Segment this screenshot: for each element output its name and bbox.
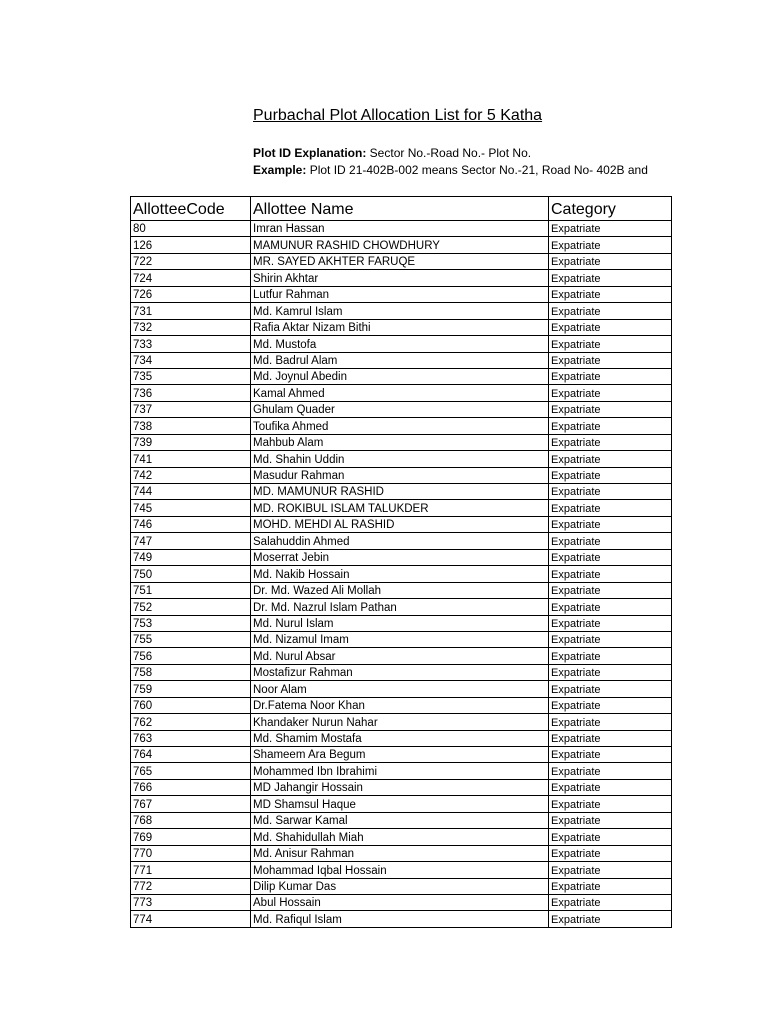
table-row: [131, 664, 672, 680]
cell-allottee-name: Masudur Rahman: [251, 467, 549, 483]
table-row: [131, 862, 672, 878]
cell-allottee-code: 766: [131, 779, 251, 795]
cell-category: Expatriate: [549, 516, 672, 532]
table-body: [131, 221, 672, 928]
example-label: Example:: [253, 163, 307, 177]
table-row: [131, 385, 672, 401]
cell-allottee-code: 745: [131, 500, 251, 516]
cell-allottee-name: MOHD. MEHDI AL RASHID: [251, 516, 549, 532]
cell-allottee-code: 741: [131, 451, 251, 467]
cell-allottee-name: Imran Hassan: [251, 221, 549, 237]
cell-category: Expatriate: [549, 336, 672, 352]
cell-allottee-code: 751: [131, 582, 251, 598]
cell-allottee-code: 749: [131, 549, 251, 565]
cell-allottee-name: Kamal Ahmed: [251, 385, 549, 401]
cell-category: Expatriate: [549, 467, 672, 483]
cell-category: Expatriate: [549, 829, 672, 845]
cell-allottee-name: Shameem Ara Begum: [251, 747, 549, 763]
table-row: [131, 599, 672, 615]
cell-allottee-code: 731: [131, 303, 251, 319]
header-allottee-code: AllotteeCode: [131, 197, 251, 221]
cell-allottee-name: Toufika Ahmed: [251, 418, 549, 434]
cell-allottee-code: 746: [131, 516, 251, 532]
cell-allottee-code: 770: [131, 845, 251, 861]
cell-category: Expatriate: [549, 533, 672, 549]
cell-category: Expatriate: [549, 385, 672, 401]
cell-category: Expatriate: [549, 270, 672, 286]
table-row: [131, 221, 672, 237]
cell-allottee-name: Salahuddin Ahmed: [251, 533, 549, 549]
cell-category: Expatriate: [549, 681, 672, 697]
cell-allottee-name: Noor Alam: [251, 681, 549, 697]
cell-allottee-code: 752: [131, 599, 251, 615]
cell-allottee-name: MD. MAMUNUR RASHID: [251, 484, 549, 500]
cell-category: Expatriate: [549, 582, 672, 598]
table-row: [131, 237, 672, 253]
cell-allottee-code: 758: [131, 664, 251, 680]
cell-allottee-code: 750: [131, 566, 251, 582]
cell-category: Expatriate: [549, 303, 672, 319]
explanation-label: Plot ID Explanation:: [253, 146, 367, 160]
cell-allottee-name: Lutfur Rahman: [251, 286, 549, 302]
cell-category: Expatriate: [549, 911, 672, 927]
cell-allottee-code: 753: [131, 615, 251, 631]
cell-category: Expatriate: [549, 352, 672, 368]
table-row: [131, 730, 672, 746]
cell-category: Expatriate: [549, 648, 672, 664]
table-row: [131, 549, 672, 565]
cell-category: Expatriate: [549, 878, 672, 894]
cell-allottee-code: 739: [131, 434, 251, 450]
cell-allottee-code: 738: [131, 418, 251, 434]
cell-allottee-code: 773: [131, 894, 251, 910]
table-row: [131, 418, 672, 434]
cell-allottee-code: 742: [131, 467, 251, 483]
cell-allottee-code: 765: [131, 763, 251, 779]
cell-category: Expatriate: [549, 401, 672, 417]
cell-category: Expatriate: [549, 779, 672, 795]
table-row: [131, 303, 672, 319]
example-text: Plot ID 21-402B-002 means Sector No.-21, Road No- 402B and: [306, 163, 648, 177]
cell-category: Expatriate: [549, 418, 672, 434]
cell-allottee-code: 735: [131, 368, 251, 384]
cell-category: Expatriate: [549, 549, 672, 565]
cell-category: Expatriate: [549, 484, 672, 500]
cell-category: Expatriate: [549, 319, 672, 335]
cell-allottee-name: Md. Shahin Uddin: [251, 451, 549, 467]
table-row: [131, 451, 672, 467]
cell-allottee-name: Dr. Md. Nazrul Islam Pathan: [251, 599, 549, 615]
cell-allottee-name: Md. Nurul Absar: [251, 648, 549, 664]
table-row: [131, 253, 672, 269]
table-row: [131, 434, 672, 450]
table-row: [131, 270, 672, 286]
table-row: [131, 714, 672, 730]
table-row: [131, 401, 672, 417]
table-row: [131, 812, 672, 828]
cell-category: Expatriate: [549, 894, 672, 910]
cell-allottee-code: 767: [131, 796, 251, 812]
table-row: [131, 615, 672, 631]
table-row: [131, 566, 672, 582]
cell-allottee-code: 733: [131, 336, 251, 352]
cell-allottee-name: Dilip Kumar Das: [251, 878, 549, 894]
table-row: [131, 484, 672, 500]
cell-category: Expatriate: [549, 714, 672, 730]
table-row: [131, 319, 672, 335]
cell-allottee-code: 762: [131, 714, 251, 730]
cell-category: Expatriate: [549, 286, 672, 302]
document-title: Purbachal Plot Allocation List for 5 Katha: [253, 107, 543, 124]
cell-category: Expatriate: [549, 796, 672, 812]
cell-allottee-code: 759: [131, 681, 251, 697]
table-row: [131, 467, 672, 483]
cell-allottee-code: 755: [131, 631, 251, 647]
table-row: [131, 516, 672, 532]
cell-allottee-code: 734: [131, 352, 251, 368]
cell-category: Expatriate: [549, 599, 672, 615]
cell-allottee-name: Md. Nizamul Imam: [251, 631, 549, 647]
table-row: [131, 894, 672, 910]
cell-category: Expatriate: [549, 730, 672, 746]
table-row: [131, 533, 672, 549]
cell-allottee-code: 722: [131, 253, 251, 269]
cell-allottee-code: 726: [131, 286, 251, 302]
cell-allottee-code: 768: [131, 812, 251, 828]
table-row: [131, 911, 672, 927]
cell-allottee-name: Md. Sarwar Kamal: [251, 812, 549, 828]
cell-allottee-code: 756: [131, 648, 251, 664]
cell-allottee-name: Dr. Md. Wazed Ali Mollah: [251, 582, 549, 598]
cell-allottee-name: Md. Kamrul Islam: [251, 303, 549, 319]
table-row: [131, 368, 672, 384]
cell-category: Expatriate: [549, 697, 672, 713]
table-row: [131, 500, 672, 516]
table-row: [131, 631, 672, 647]
table-row: [131, 648, 672, 664]
cell-allottee-name: Md. Anisur Rahman: [251, 845, 549, 861]
table-header-row: [131, 197, 672, 221]
cell-category: Expatriate: [549, 747, 672, 763]
cell-allottee-name: MD Jahangir Hossain: [251, 779, 549, 795]
cell-category: Expatriate: [549, 664, 672, 680]
cell-allottee-name: Rafia Aktar Nizam Bithi: [251, 319, 549, 335]
cell-allottee-name: Mahbub Alam: [251, 434, 549, 450]
cell-allottee-code: 760: [131, 697, 251, 713]
table-row: [131, 681, 672, 697]
cell-allottee-code: 80: [131, 221, 251, 237]
cell-category: Expatriate: [549, 434, 672, 450]
cell-category: Expatriate: [549, 845, 672, 861]
cell-allottee-code: 747: [131, 533, 251, 549]
table-row: [131, 878, 672, 894]
cell-category: Expatriate: [549, 812, 672, 828]
cell-allottee-name: Khandaker Nurun Nahar: [251, 714, 549, 730]
cell-allottee-name: Md. Nurul Islam: [251, 615, 549, 631]
table-row: [131, 336, 672, 352]
cell-allottee-name: Md. Rafiqul Islam: [251, 911, 549, 927]
cell-allottee-code: 732: [131, 319, 251, 335]
cell-allottee-name: Abul Hossain: [251, 894, 549, 910]
cell-allottee-name: MR. SAYED AKHTER FARUQE: [251, 253, 549, 269]
cell-allottee-code: 764: [131, 747, 251, 763]
cell-category: Expatriate: [549, 500, 672, 516]
allocation-table: [130, 196, 672, 928]
cell-allottee-code: 769: [131, 829, 251, 845]
cell-allottee-code: 763: [131, 730, 251, 746]
table-row: [131, 796, 672, 812]
cell-allottee-name: Mostafizur Rahman: [251, 664, 549, 680]
cell-category: Expatriate: [549, 862, 672, 878]
plot-id-explanation: [253, 146, 531, 160]
cell-allottee-code: 736: [131, 385, 251, 401]
plot-id-example: [253, 163, 648, 177]
cell-category: Expatriate: [549, 631, 672, 647]
table-row: [131, 582, 672, 598]
table-row: [131, 352, 672, 368]
cell-allottee-code: 737: [131, 401, 251, 417]
cell-allottee-name: Dr.Fatema Noor Khan: [251, 697, 549, 713]
cell-allottee-name: Md. Nakib Hossain: [251, 566, 549, 582]
table-row: [131, 286, 672, 302]
cell-allottee-code: 771: [131, 862, 251, 878]
table-row: [131, 829, 672, 845]
cell-allottee-name: Md. Joynul Abedin: [251, 368, 549, 384]
cell-category: Expatriate: [549, 566, 672, 582]
cell-category: Expatriate: [549, 763, 672, 779]
cell-allottee-name: Md. Mustofa: [251, 336, 549, 352]
cell-category: Expatriate: [549, 253, 672, 269]
cell-category: Expatriate: [549, 221, 672, 237]
cell-allottee-name: Shirin Akhtar: [251, 270, 549, 286]
header-allottee-name: Allottee Name: [251, 197, 549, 221]
cell-category: Expatriate: [549, 368, 672, 384]
cell-allottee-code: 724: [131, 270, 251, 286]
table-row: [131, 747, 672, 763]
cell-allottee-code: 126: [131, 237, 251, 253]
cell-allottee-name: Md. Badrul Alam: [251, 352, 549, 368]
cell-allottee-code: 772: [131, 878, 251, 894]
cell-allottee-name: Mohammed Ibn Ibrahimi: [251, 763, 549, 779]
cell-allottee-code: 744: [131, 484, 251, 500]
cell-allottee-name: Md. Shahidullah Miah: [251, 829, 549, 845]
cell-category: Expatriate: [549, 237, 672, 253]
cell-allottee-name: MAMUNUR RASHID CHOWDHURY: [251, 237, 549, 253]
cell-allottee-name: MD Shamsul Haque: [251, 796, 549, 812]
table-row: [131, 697, 672, 713]
cell-allottee-name: Moserrat Jebin: [251, 549, 549, 565]
table-row: [131, 763, 672, 779]
cell-allottee-name: MD. ROKIBUL ISLAM TALUKDER: [251, 500, 549, 516]
cell-allottee-code: 774: [131, 911, 251, 927]
table-row: [131, 845, 672, 861]
cell-allottee-name: Ghulam Quader: [251, 401, 549, 417]
cell-category: Expatriate: [549, 615, 672, 631]
cell-allottee-name: Mohammad Iqbal Hossain: [251, 862, 549, 878]
header-category: Category: [549, 197, 672, 221]
cell-category: Expatriate: [549, 451, 672, 467]
table-row: [131, 779, 672, 795]
cell-allottee-name: Md. Shamim Mostafa: [251, 730, 549, 746]
explanation-text: Sector No.-Road No.- Plot No.: [366, 146, 532, 160]
